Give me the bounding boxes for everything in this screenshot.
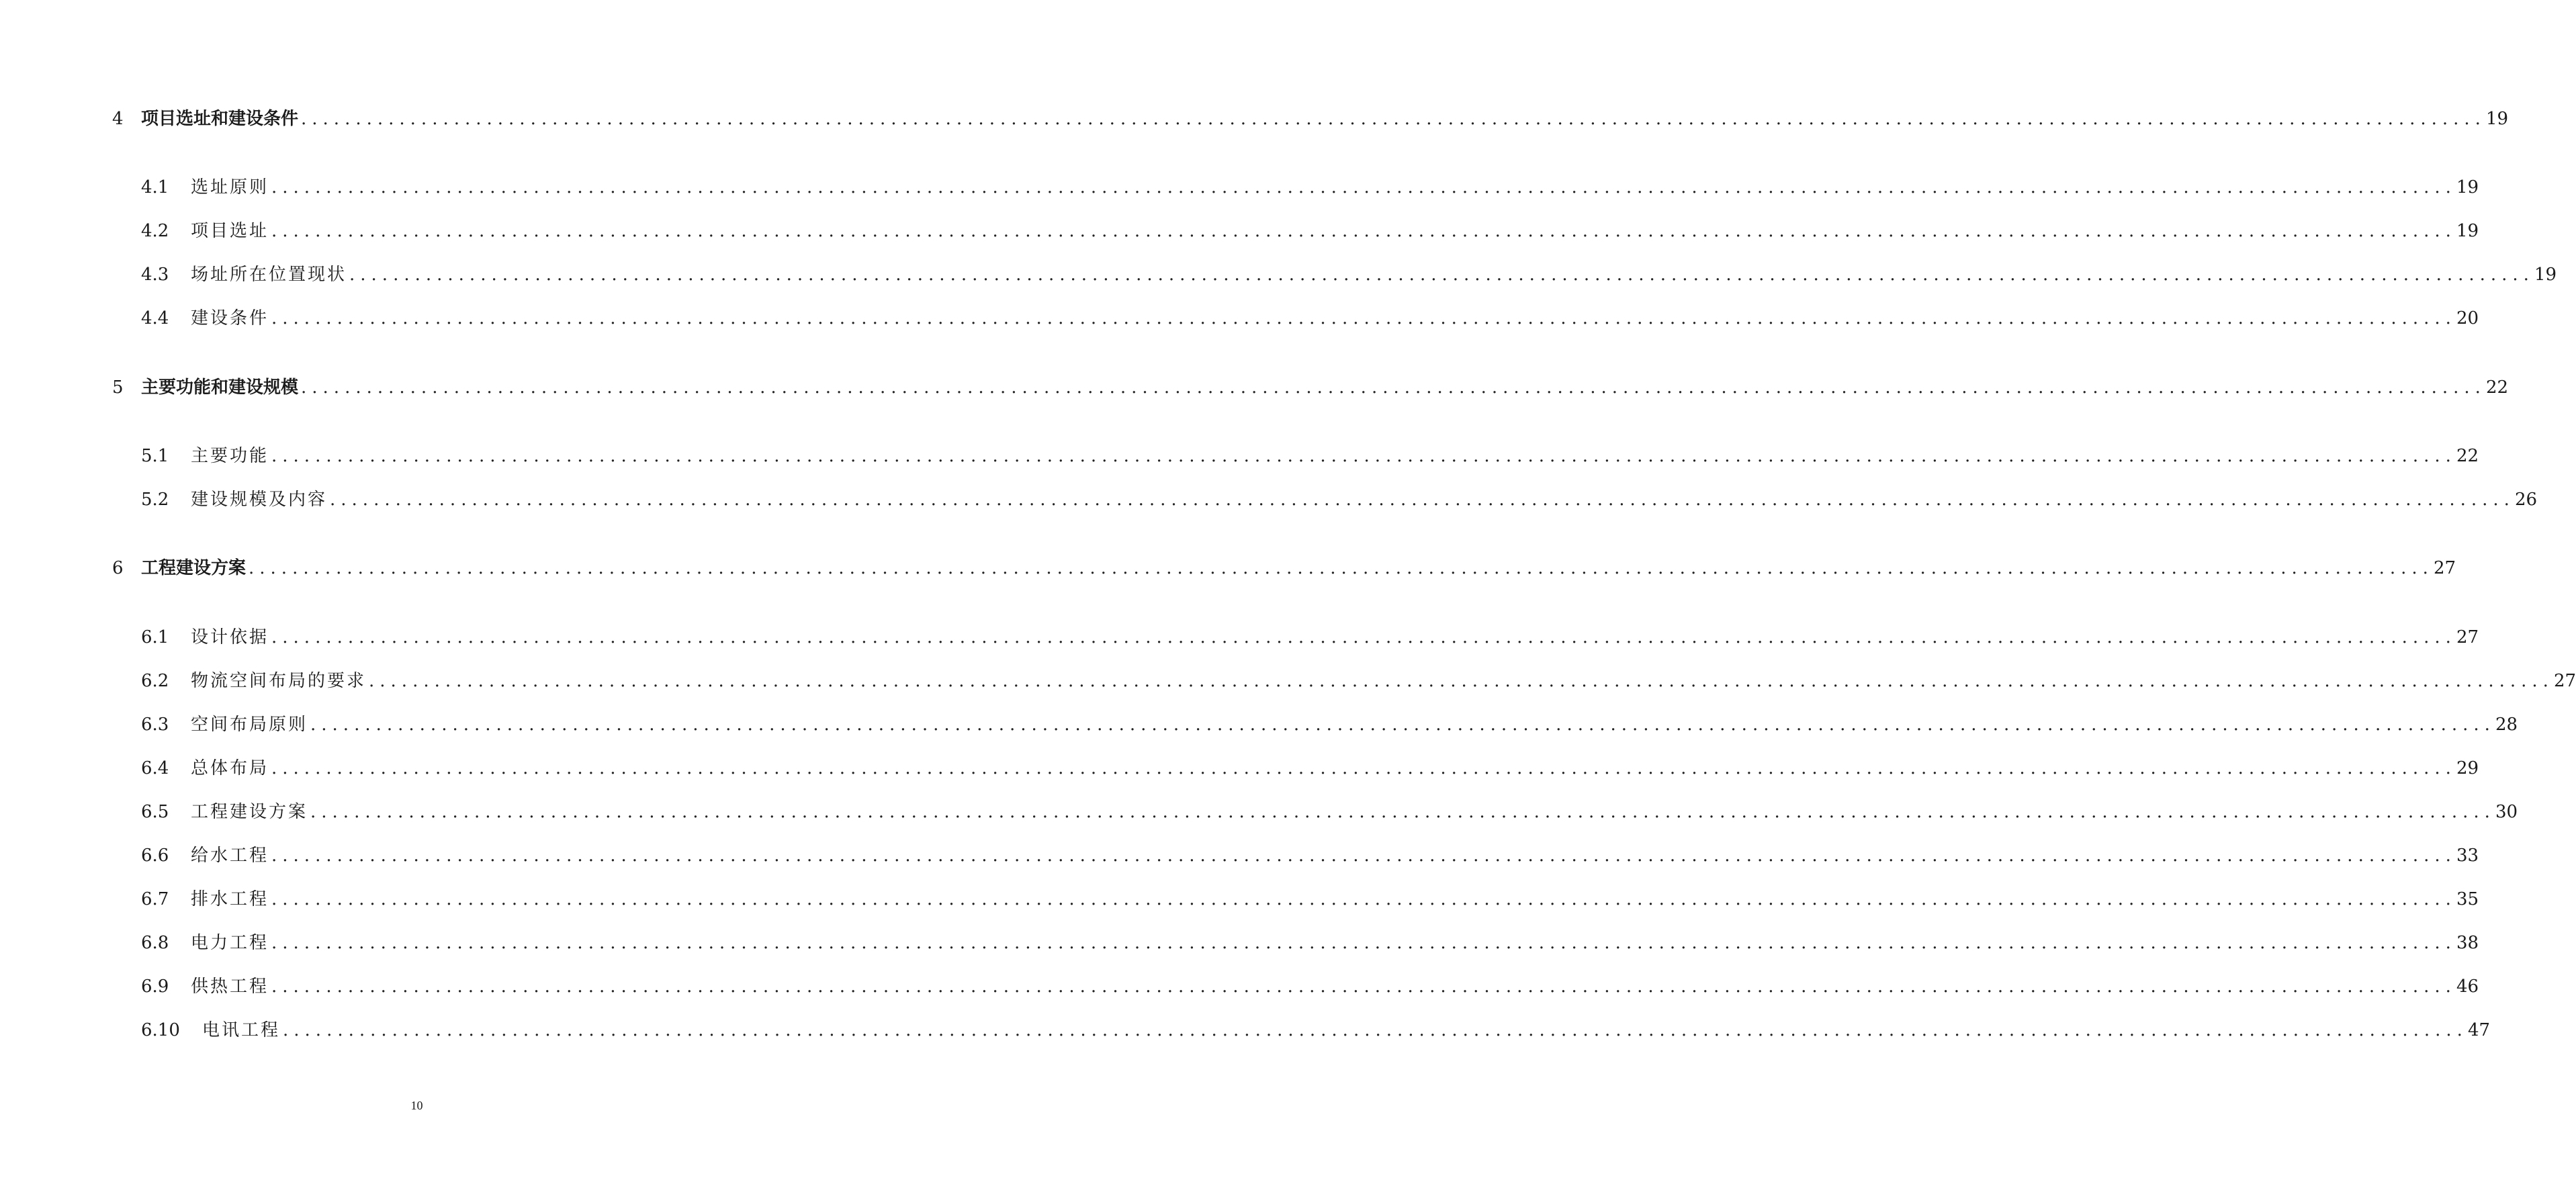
toc-leader-dots: ........................................................................................................................................................................................................ xyxy=(349,265,2534,285)
toc-entry-title: 工程建设方案 xyxy=(141,558,247,578)
toc-entry-6-8[interactable] xyxy=(141,930,2479,956)
toc-entry-page: 30 xyxy=(2495,802,2518,822)
toc-entry-number: 5.2 xyxy=(141,490,169,510)
toc-entry-number: 6.9 xyxy=(141,977,169,997)
toc-entry-title: 排水工程 xyxy=(191,889,269,909)
toc-entry-number: 4.2 xyxy=(141,221,169,241)
toc-entry-number: 4.4 xyxy=(141,308,169,328)
toc-entry-page: 29 xyxy=(2456,758,2479,778)
toc-entry-chapter-4[interactable] xyxy=(112,105,2509,132)
toc-entry-page: 19 xyxy=(2456,221,2479,241)
toc-entry-4-4[interactable] xyxy=(141,305,2479,332)
toc-entry-number: 4.3 xyxy=(141,265,169,285)
toc-entry-page: 22 xyxy=(2456,446,2479,466)
toc-entry-4-1[interactable] xyxy=(141,174,2479,201)
toc-entry-number: 6.2 xyxy=(141,671,169,691)
toc-entry-number: 5 xyxy=(112,377,124,398)
toc-leader-dots: ........................................................................................................................................................................................................ xyxy=(271,977,2456,997)
toc-entry-page: 28 xyxy=(2495,715,2518,735)
toc-entry-page: 35 xyxy=(2456,889,2479,909)
toc-entry-number: 5.1 xyxy=(141,446,169,466)
toc-entry-title: 主要功能和建设规模 xyxy=(141,377,299,398)
toc-entry-6-10[interactable] xyxy=(141,1017,2491,1044)
toc-entry-page: 27 xyxy=(2456,627,2479,647)
toc-entry-title: 物流空间布局的要求 xyxy=(191,671,367,691)
toc-entry-number: 6.3 xyxy=(141,715,169,735)
toc-entry-page: 19 xyxy=(2534,265,2557,285)
toc-entry-number: 6.5 xyxy=(141,802,169,822)
toc-entry-page: 27 xyxy=(2553,671,2576,691)
toc-leader-dots: ........................................................................................................................................................................................................ xyxy=(249,558,2434,578)
toc-entry-page: 22 xyxy=(2485,377,2509,398)
toc-entry-title: 供热工程 xyxy=(191,977,269,997)
toc-leader-dots: ........................................................................................................................................................................................................ xyxy=(310,802,2495,822)
toc-entry-6-5[interactable] xyxy=(141,799,2518,825)
toc-entry-title: 项目选址 xyxy=(191,221,269,241)
toc-entry-title: 建设规模及内容 xyxy=(191,490,328,510)
toc-entry-page: 27 xyxy=(2433,558,2456,578)
toc-leader-dots: ........................................................................................................................................................................................................ xyxy=(271,627,2456,647)
toc-entry-title: 电力工程 xyxy=(191,933,269,953)
toc-entry-page: 38 xyxy=(2456,933,2479,953)
toc-leader-dots: ........................................................................................................................................................................................................ xyxy=(271,846,2456,866)
toc-entry-title: 场址所在位置现状 xyxy=(191,265,347,285)
toc-entry-number: 6.6 xyxy=(141,846,169,866)
toc-leader-dots: ........................................................................................................................................................................................................ xyxy=(271,758,2456,778)
toc-entry-page: 46 xyxy=(2456,977,2479,997)
toc-entry-title: 工程建设方案 xyxy=(191,802,308,822)
toc-entry-page: 33 xyxy=(2456,846,2479,866)
toc-entry-number: 6.10 xyxy=(141,1020,180,1040)
toc-leader-dots: ........................................................................................................................................................................................................ xyxy=(310,715,2495,735)
toc-entry-title: 主要功能 xyxy=(191,446,269,466)
toc-entry-number: 6.4 xyxy=(141,758,169,778)
toc-entry-page: 19 xyxy=(2456,177,2479,197)
toc-entry-5-1[interactable] xyxy=(141,443,2479,469)
toc-entry-6-1[interactable] xyxy=(141,624,2479,651)
toc-entry-5-2[interactable] xyxy=(141,486,2538,513)
toc-leader-dots: ........................................................................................................................................................................................................ xyxy=(271,446,2456,466)
toc-entry-title: 建设条件 xyxy=(191,308,269,328)
toc-entry-title: 电讯工程 xyxy=(202,1020,281,1040)
toc-entry-6-6[interactable] xyxy=(141,842,2479,869)
toc-entry-number: 6.1 xyxy=(141,627,169,647)
toc-leader-dots: ........................................................................................................................................................................................................ xyxy=(301,109,2486,129)
toc-leader-dots: ........................................................................................................................................................................................................ xyxy=(369,671,2554,691)
toc-leader-dots: ........................................................................................................................................................................................................ xyxy=(271,933,2456,953)
toc-leader-dots: ........................................................................................................................................................................................................ xyxy=(283,1020,2468,1040)
toc-entry-page: 20 xyxy=(2456,308,2479,328)
toc-entry-chapter-5[interactable] xyxy=(112,374,2509,401)
toc-leader-dots: ........................................................................................................................................................................................................ xyxy=(301,377,2486,398)
toc-leader-dots: ........................................................................................................................................................................................................ xyxy=(271,177,2456,197)
toc-entry-6-3[interactable] xyxy=(141,711,2518,738)
toc-entry-4-2[interactable] xyxy=(141,218,2479,244)
toc-entry-chapter-6[interactable] xyxy=(112,555,2456,582)
toc-entry-6-7[interactable] xyxy=(141,886,2479,913)
toc-entry-title: 项目选址和建设条件 xyxy=(141,109,299,129)
toc-entry-page: 47 xyxy=(2467,1020,2491,1040)
toc-entry-number: 6.7 xyxy=(141,889,169,909)
toc-entry-number: 6.8 xyxy=(141,933,169,953)
toc-leader-dots: ........................................................................................................................................................................................................ xyxy=(271,221,2456,241)
toc-entry-number: 4.1 xyxy=(141,177,169,197)
toc-entry-page: 19 xyxy=(2485,109,2509,129)
toc-entry-6-2[interactable] xyxy=(141,668,2576,694)
toc-entry-number: 6 xyxy=(112,558,124,578)
toc-entry-4-3[interactable] xyxy=(141,261,2557,288)
toc-entry-title: 总体布局 xyxy=(191,758,269,778)
toc-entry-title: 空间布局原则 xyxy=(191,715,308,735)
toc-entry-6-9[interactable] xyxy=(141,973,2479,1000)
toc-entry-page: 26 xyxy=(2514,490,2538,510)
toc-leader-dots: ........................................................................................................................................................................................................ xyxy=(330,490,2515,510)
toc-leader-dots: ........................................................................................................................................................................................................ xyxy=(271,889,2456,909)
toc-entry-title: 选址原则 xyxy=(191,177,269,197)
page-number: 10 xyxy=(410,1099,423,1112)
toc-entry-title: 给水工程 xyxy=(191,846,269,866)
toc-entry-6-4[interactable] xyxy=(141,755,2479,782)
toc-entry-title: 设计依据 xyxy=(191,627,269,647)
toc-leader-dots: ........................................................................................................................................................................................................ xyxy=(271,308,2456,328)
toc-entry-number: 4 xyxy=(112,109,124,129)
